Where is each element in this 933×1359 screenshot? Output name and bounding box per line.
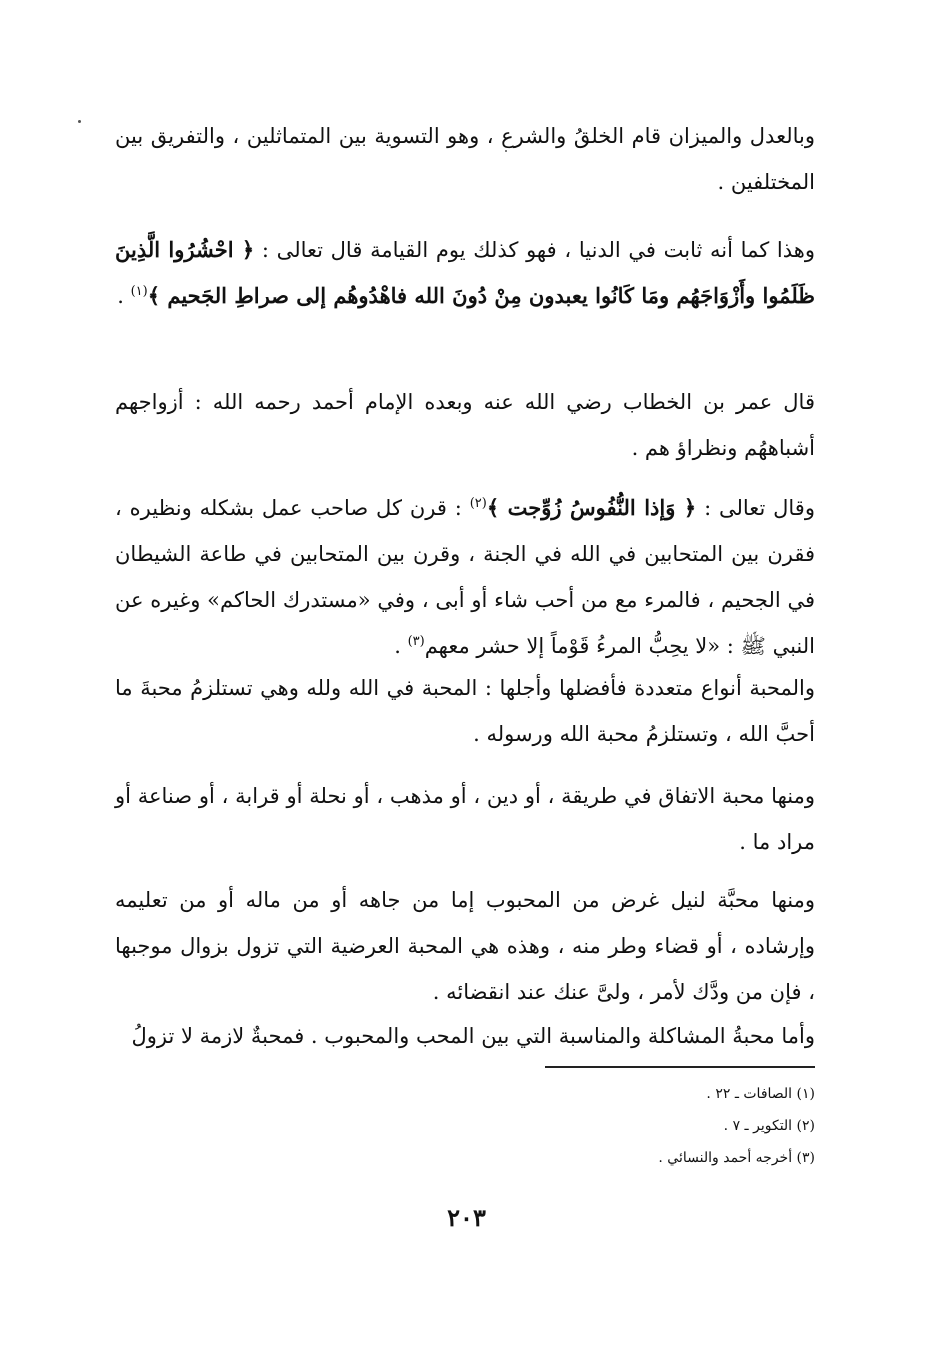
paragraph-resurrection	[115, 227, 815, 319]
quran-verse: ﴿ وَإذا النُّفُوسُ زُوِّجت ﴾	[486, 495, 697, 520]
footnote-3: (٣) أخرجه أحمد والنسائي .	[658, 1150, 815, 1166]
paragraph-affinity-love: وأما محبةُ المشاكلة والمناسبة التي بين المحب والمحبوب . فمحبةٌ لازمة لا تزولُ	[131, 1024, 815, 1048]
footnote-ref: (١)	[130, 284, 148, 299]
paragraph-text: وهذا كما أنه ثابت في الدنيا ، فهو كذلك يوم القيامة قال تعالى :	[261, 238, 815, 262]
footnote-ref: (٣)	[407, 634, 425, 649]
scan-speck	[78, 120, 81, 123]
paragraph-end: .	[394, 634, 408, 658]
footnote-ref: (٢)	[469, 496, 487, 511]
footnote-1: (١) الصافات ـ ٢٢ .	[706, 1086, 815, 1102]
paragraph-text: : قرن كل صاحب عمل بشكله ونظيره ، فقرن بين المتحابين في الله في الجنة ، وقرن بين المتحابين في طاعة الشيطان في الجحيم ، فالمرء مع من أحب شاء أو أبى ، وفي «مستدرك الحاكم» وغيره عن النبي ﷺ : «لا يحِبُّ المرءُ قَوْماً إلا حشر معهم	[115, 496, 815, 658]
paragraph-interest-love: ومنها محبَّة لنيل غرض من المحبوب إما من جاهه أو من ماله أو من تعليمه وإرشاده ، أو قضاء وطر منه ، وهذه هي المحبة العرضية التي تزول بزوال موجبها ، فإن من ودَّك لأمر ، ولىَّ عنك عند انقضائه .	[115, 888, 815, 1004]
page-number: ٢٠٣	[447, 1203, 486, 1232]
paragraph-text: وقال تعالى :	[704, 496, 815, 520]
paragraph-agreement-love: ومنها محبة الاتفاق في طريقة ، أو دين ، أو مذهب ، أو نحلة أو قرابة ، أو صناعة أو مراد ما .	[115, 784, 815, 854]
paragraph-umar-quote: قال عمر بن الخطاب رضي الله عنه وبعده الإمام أحمد رحمه الله : أزواجهم أشباههُم ونظراؤ هم .	[115, 390, 815, 460]
paragraph-justice: وبالعدل والميزان قام الخلقُ والشرع ، وهو التسوية بين المتماثلين ، والتفريق بين المختلفين .	[115, 124, 815, 194]
quran-verse: ﴿ احْشُرُوا الَّذِينَ ظَلَمُوا وأَزْوَاجَهُم ومَا كَانُوا يعبدون مِنْ دُونَ الله فاهْدُوهُم إلى صراطِ الجَحيم ﴾	[115, 237, 815, 308]
footnote-2: (٢) التكوير ـ ٧ .	[723, 1118, 815, 1134]
paragraph-end: .	[117, 284, 131, 308]
paragraph-souls-paired	[115, 485, 815, 669]
footnote-divider	[545, 1066, 815, 1068]
paragraph-love-types: والمحبة أنواع متعددة فأفضلها وأجلها : المحبة في الله ولله وهي تستلزمُ محبةَ ما أحبَّ الله ، وتستلزمُ محبة الله ورسوله .	[115, 676, 815, 746]
footnotes	[415, 1078, 815, 1174]
